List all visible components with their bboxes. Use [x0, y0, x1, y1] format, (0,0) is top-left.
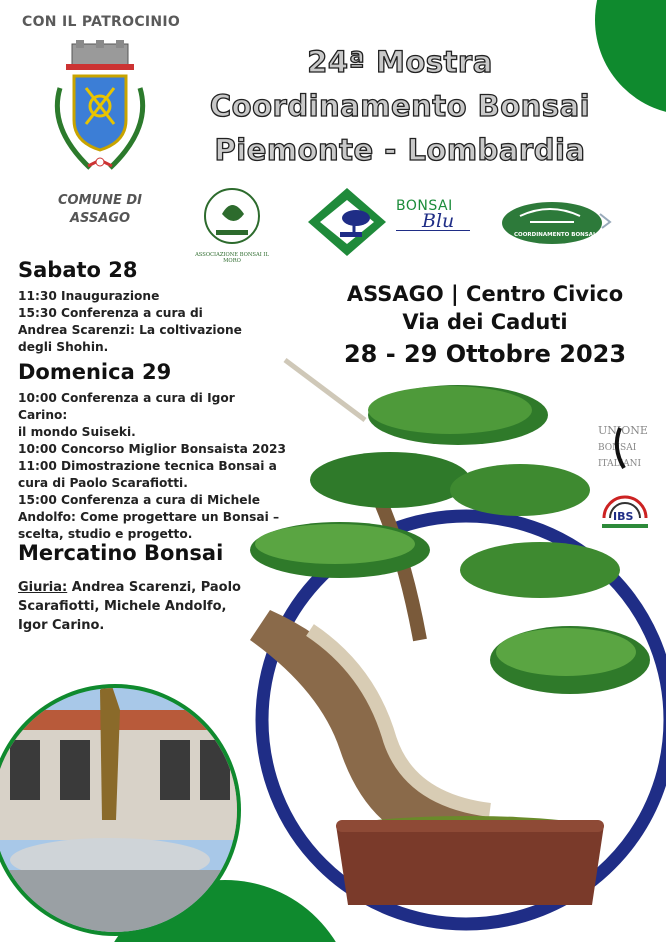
- logo-coordinamento-bonsai: [500, 200, 620, 246]
- saturday-section: [18, 258, 278, 356]
- poster-title: [180, 40, 620, 172]
- svg-text:IBS: IBS: [613, 510, 634, 523]
- sunday-line: il mondo Suiseki.: [18, 425, 136, 439]
- sunday-heading: Domenica 29: [18, 360, 172, 384]
- coordinamento-logo-icon: [500, 200, 620, 246]
- sunday-line: 10:00 Conferenza a cura di Igor Carino:: [18, 391, 235, 422]
- saturday-line: 11:30 Inaugurazione: [18, 289, 160, 303]
- bonsai-blu-script: Blu: [422, 210, 455, 232]
- moro-caption: ASSOCIAZIONE BONSAI IL MORO: [195, 252, 269, 264]
- jury-line3: Igor Carino.: [18, 618, 105, 633]
- sunday-line: cura di Paolo Scarafiotti.: [18, 476, 188, 490]
- jury-line2: Scarafiotti, Michele Andolfo,: [18, 599, 227, 614]
- diamond-bonsai-logo-icon: [306, 186, 388, 258]
- sunday-line: 11:00 Dimostrazione tecnica Bonsai a: [18, 459, 277, 473]
- municipality-label: [40, 192, 160, 228]
- svg-text:UNIONE: UNIONE: [598, 424, 648, 437]
- sunday-line: 15:00 Conferenza a cura di Michele: [18, 493, 261, 507]
- logo-bonsai-il-moro: [186, 186, 278, 262]
- municipality-line2: ASSAGO: [69, 211, 131, 226]
- venue-dates: 28 - 29 Ottobre 2023: [343, 340, 627, 368]
- venue-place: ASSAGO | Centro Civico: [346, 282, 624, 306]
- saturday-line: Andrea Scarenzi: La coltivazione: [18, 323, 242, 337]
- title-line2: Coordinamento Bonsai: [209, 89, 591, 123]
- saturday-line: 15:30 Conferenza a cura di: [18, 306, 203, 320]
- patronage-label: CON IL PATROCINIO: [22, 14, 181, 30]
- sunday-line: scelta, studio e progetto.: [18, 527, 193, 541]
- svg-text:ITALIANI: ITALIANI: [598, 459, 642, 469]
- jury-label: Giuria:: [18, 580, 68, 595]
- title-line3: Piemonte - Lombardia: [214, 133, 586, 167]
- saturday-line: degli Shohin.: [18, 340, 109, 354]
- saturday-heading: Sabato 28: [18, 258, 138, 282]
- bonsai-tree-illustration: [240, 330, 666, 942]
- coordinamento-caption: COORDINAMENTO BONSAI: [514, 232, 596, 238]
- sunday-line: 10:00 Concorso Miglior Bonsaista 2023: [18, 442, 286, 456]
- moro-logo-icon: [186, 186, 278, 248]
- svg-text:BONSAI: BONSAI: [598, 443, 637, 453]
- title-line1: 24ª Mostra: [307, 45, 493, 79]
- market-heading: Mercatino Bonsai: [18, 541, 224, 565]
- logo-bonsai-blu: [396, 198, 476, 248]
- sunday-line: Andolfo: Come progettare un Bonsai –: [18, 510, 280, 524]
- coat-of-arms-icon: [38, 38, 162, 188]
- municipality-line1: COMUNE DI: [58, 193, 142, 208]
- jury-section: [18, 578, 268, 635]
- venue-street: Via dei Caduti: [402, 310, 568, 334]
- bonsai-blu-top: BONSAI: [396, 198, 453, 214]
- town-hall-photo: [0, 660, 242, 942]
- jury-line1: Andrea Scarenzi, Paolo: [67, 580, 241, 595]
